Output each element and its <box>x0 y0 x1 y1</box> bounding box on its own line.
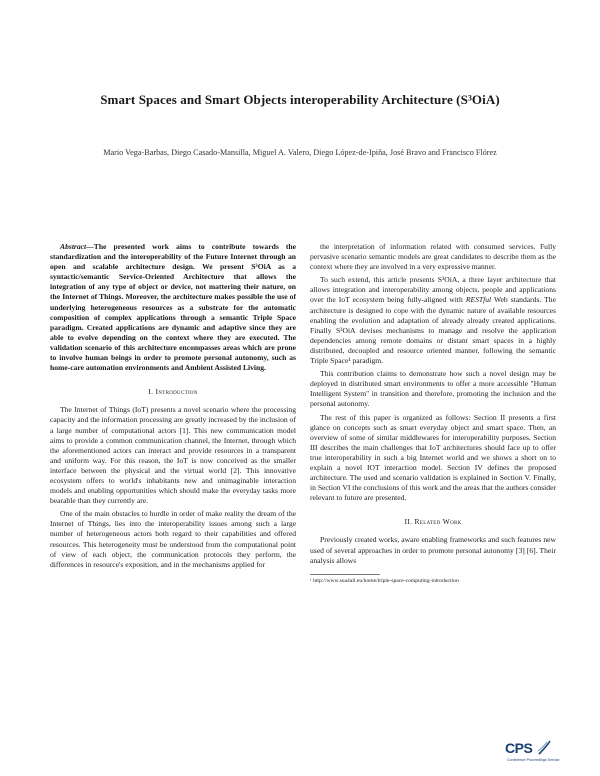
paragraph: The rest of this paper is organized as follows: Section II presents a first glance on concepts such as smart everyday object and smart space. Then, an overview of some of similar middlewares for interoperability purposes. Section III describes the main challenges that IoT architectures should face up to offer true interoperability in such a big Internet world and we shows a short on to explain a novel IOT interaction model. Section IV defines the proposed architecture. The used and scenario validation is explained in Section V. Finally, in Section VI the conclusions of this work and the areas that the authors consider relevant to future are presented. <box>310 412 556 503</box>
abstract-text: —The presented work aims to contribute towards the standardization and the interoperability of the Future Internet through an open and scalable architecture design. We present S³OiA as a syntactic/semantic Service-Oriented Architecture that allows the integration of any type of object or device, not mattering their nature, on the Internet of Things. Moreover, the architecture makes possible the use of underlying heterogeneous resources as a substrate for the automatic composition of complex applications through a semantic Triple Space paradigm. Created applications are dynamic and adaptive since they are able to evolve depending on the context where they are executed. The validation scenario of this architecture encompasses areas which are prone to involve human beings in order to promote personal autonomy, such as home-care automation environments and Ambient Assisted Living. <box>50 242 296 373</box>
right-column <box>310 242 556 585</box>
paragraph: the interpretation of information related with consumed services. Fully pervasive scenario semantic models are great candidates to describe them as the context where they are involved in a very expressive manner. <box>310 242 556 272</box>
cps-logo <box>505 740 560 766</box>
footnote: ¹ http://www.soa4all.eu/home/triple-space-computing-introduction <box>310 577 459 584</box>
abstract-label: Abstract <box>60 242 87 251</box>
paragraph: This contribution claims to demonstrate how such a novel design may be deployed in distributed smart environments to offer a more accessible "Human Intelligent System" in transition and therefore, promoting the inclusion and the personal autonomy. <box>310 369 556 409</box>
emphasis-restful: RESTful <box>465 295 492 305</box>
paper-title: Smart Spaces and Smart Objects interoperability Architecture (S³OiA) <box>100 92 500 107</box>
footnote-divider <box>310 574 380 575</box>
author-list: Mario Vega-Barbas, Diego Casado-Mansilla, Miguel A. Valero, Diego López-de-Ipiña, José Bravo and Francisco Flórez <box>103 148 497 157</box>
section-heading-introduction: I. Introduction <box>148 387 198 397</box>
paragraph-text: Web standards. The architecture is designed to cope with the dynamic nature of available resources enabling the evolution and adaptation of already already created applications. Finally S³OiA devises mechanisms to manage and resolve the application dependencies among remote domains or distant smart spaces in a highly distributed, decoupled and resource oriented manner, following the semantic Triple Space¹ paradigm. <box>310 295 556 366</box>
logo-swoosh-icon <box>537 740 551 756</box>
abstract <box>50 242 296 373</box>
logo-text: CPS <box>505 740 533 756</box>
paragraph: One of the main obstacles to hurdle in order of make reality the dream of the Internet of Things, lies into the interoperability issues among such a large number of heterogeneous actors both regard to their capabilities and offered resources. This heterogeneity must be understood from the computational point of view of each object, the communication protocols they perform, the differences in resource's exposition, and in the mechanisms applied for <box>50 509 296 569</box>
paragraph: The Internet of Things (IoT) presents a novel scenario where the processing capacity and the information processing are greatly increased by the inclusion of a large number of computational actors [1]. This new communication model aims to provide a common communication channel, the Internet, through which the aforementioned actors can interact and provide resources in a transparent and uniform way. For this reason, the IoT is now conceived as the smaller interface between the physical and the virtual world [2]. This innovative ecosystem offers to world's inhabitants new and unimaginable interaction models and enabling opportunities which should make the everyday tasks more bearable than they currently are. <box>50 405 296 506</box>
paragraph-text: To such extend, this article presents S³OiA, a three layer architecture that allows integration and interoperability among objects, people and applications over the IoT ecosystem being fully-aligned with <box>310 275 556 305</box>
section-heading-related-work: II. Related Work <box>404 517 462 527</box>
left-column <box>50 242 296 573</box>
paragraph <box>310 275 556 366</box>
paragraph: Previously created works, aware enabling frameworks and such features new used of several approaches in order to promote personal autonomy [3] [6]. Their analysis allows <box>310 535 556 565</box>
logo-subtext: Conference Proceedings Service <box>507 758 560 762</box>
